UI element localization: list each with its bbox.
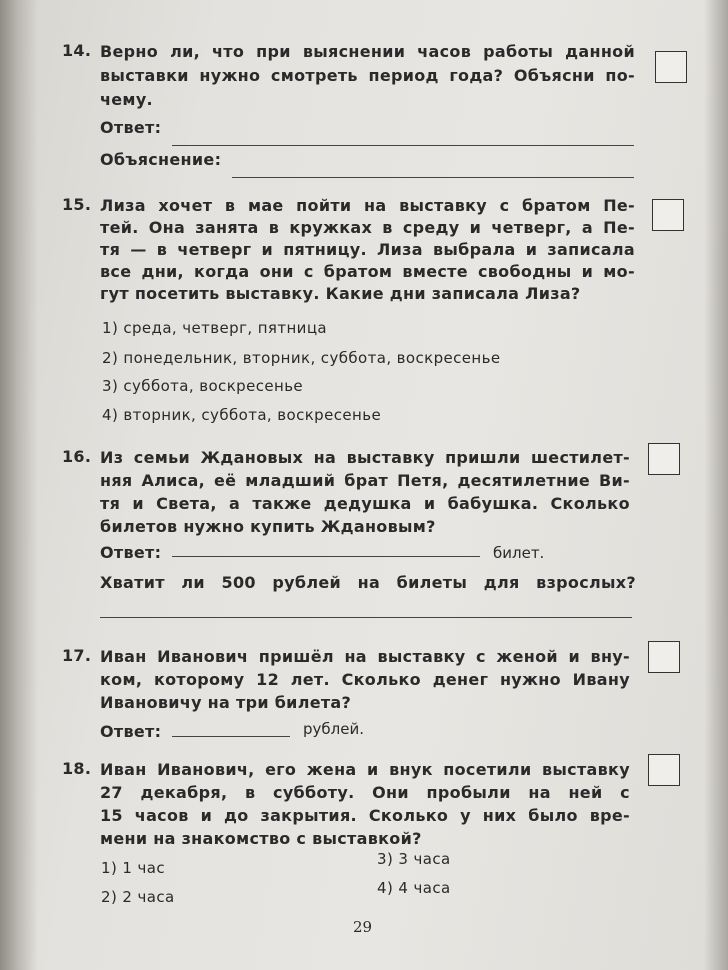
answer-label: Ответ:: [100, 118, 162, 137]
word: и: [469, 218, 482, 237]
word: тя: [100, 240, 121, 259]
word: них: [482, 806, 517, 825]
word: выставку: [541, 760, 630, 779]
question-number: 16.: [62, 447, 92, 466]
word: Лиза: [377, 240, 423, 259]
word: а: [229, 494, 241, 513]
word: вре-: [589, 806, 630, 825]
word: мо-: [603, 262, 635, 281]
word: Сколько: [550, 494, 630, 513]
word: работы: [483, 42, 554, 61]
word: которому: [153, 670, 245, 689]
word: года?: [449, 66, 504, 85]
word: с: [476, 647, 486, 666]
word: ли,: [170, 42, 200, 61]
question-text-line: мени на знакомство с выставкой?: [100, 829, 422, 848]
answer-label: Ответ:: [100, 543, 162, 562]
question-text-line: билетов нужно купить Ждановым?: [100, 517, 436, 536]
word: также: [252, 494, 312, 513]
word: младший: [245, 471, 336, 490]
word: Верно: [100, 42, 159, 61]
word: денег: [432, 670, 489, 689]
question-14: [62, 41, 642, 110]
option-1[interactable]: 1) 1 час: [101, 859, 165, 877]
word: 27: [100, 783, 123, 802]
question-text-line: [100, 572, 636, 593]
question-text-line: [100, 669, 630, 690]
word: Ви-: [598, 471, 630, 490]
option-3[interactable]: 3) суббота, воскресенье: [102, 377, 304, 395]
word: выставку: [399, 196, 488, 215]
question-18: [62, 759, 642, 849]
word: пятницу.: [283, 240, 367, 259]
word: Пе-: [603, 196, 635, 215]
question-text-line: [100, 493, 630, 514]
word: Пе-: [603, 218, 635, 237]
question-17: [62, 646, 642, 713]
word: на: [528, 783, 551, 802]
word: вну-: [590, 647, 630, 666]
page-number: 29: [353, 918, 373, 936]
question-text-line: [100, 646, 630, 667]
word: Сколько: [341, 670, 421, 689]
question-text-line: гут посетить выставку. Какие дни записала Лиза?: [100, 284, 581, 303]
word: и: [525, 240, 538, 259]
option-3[interactable]: 3) 3 часа: [377, 850, 451, 868]
option-4[interactable]: 4) 4 часа: [377, 879, 451, 897]
word: часов: [134, 806, 189, 825]
answer-line[interactable]: [172, 736, 290, 737]
word: Петя,: [397, 471, 449, 490]
word: хочет: [158, 196, 213, 215]
question-text-line: [100, 65, 635, 86]
question-text-line: [100, 782, 630, 803]
word: все: [100, 262, 132, 281]
word: на: [364, 196, 387, 215]
word: у: [460, 806, 471, 825]
word: Ивану: [572, 670, 630, 689]
word: субботу.: [273, 783, 355, 802]
word: дни,: [141, 262, 184, 281]
word: четверг,: [491, 218, 572, 237]
word: Из: [100, 448, 124, 467]
word: Иванович: [157, 647, 249, 666]
word: и: [581, 262, 594, 281]
word: свободны: [477, 262, 572, 281]
word: на: [313, 448, 337, 467]
word: пришли: [445, 448, 521, 467]
word: тя: [100, 494, 121, 513]
word: выставку: [377, 647, 466, 666]
word: 500: [221, 573, 256, 592]
question-number: 17.: [62, 646, 92, 665]
word: его: [265, 760, 297, 779]
word: в: [244, 783, 256, 802]
word: до: [224, 806, 249, 825]
word: выставку: [346, 448, 435, 467]
word: данной: [565, 42, 635, 61]
word: вместе: [402, 262, 468, 281]
word: брат: [344, 471, 389, 490]
word: Она: [148, 218, 186, 237]
word: шестилет-: [531, 448, 630, 467]
word: с: [620, 783, 630, 802]
answer-box[interactable]: [648, 443, 680, 475]
question-text-line: Ивановичу на три билета?: [100, 693, 352, 712]
word: период: [368, 66, 439, 85]
question-text-line: [100, 261, 635, 282]
word: Ждановых: [200, 448, 304, 467]
answer-line[interactable]: [172, 556, 480, 557]
word: по-: [605, 66, 635, 85]
word: а: [581, 218, 593, 237]
edge-shadow: [704, 0, 728, 970]
word: женой: [496, 647, 558, 666]
word: посетили: [443, 760, 532, 779]
answer-unit: рублей.: [303, 720, 364, 738]
question-text-line: [100, 217, 635, 238]
word: няя: [100, 471, 133, 490]
word: Лиза: [100, 196, 146, 215]
word: пришёл: [258, 647, 334, 666]
word: в: [156, 240, 168, 259]
word: при: [256, 42, 291, 61]
word: декабря,: [140, 783, 228, 802]
word: и: [423, 494, 436, 513]
word: занята: [195, 218, 259, 237]
word: рублей: [272, 573, 342, 592]
word: жена: [306, 760, 357, 779]
answer-unit: билет.: [493, 544, 545, 562]
word: пойти: [296, 196, 352, 215]
word: внук: [389, 760, 433, 779]
word: ней: [568, 783, 603, 802]
word: Иванович,: [157, 760, 255, 779]
word: ком,: [100, 670, 143, 689]
word: лет.: [290, 670, 330, 689]
word: в: [268, 218, 280, 237]
word: на: [344, 647, 367, 666]
explanation-line[interactable]: [232, 177, 634, 178]
answer-line[interactable]: [172, 145, 634, 146]
word: на: [357, 573, 381, 592]
question-number: 18.: [62, 759, 92, 778]
question-number: 15.: [62, 195, 92, 214]
word: для: [483, 573, 520, 592]
word: взрослых?: [536, 573, 636, 592]
answer-label: Ответ:: [100, 722, 162, 741]
word: —: [130, 240, 147, 259]
word: Они: [372, 783, 409, 802]
word: среду: [402, 218, 460, 237]
answer-box[interactable]: [655, 51, 687, 83]
word: пробыли: [426, 783, 511, 802]
question-text-line: [100, 470, 630, 491]
question-text-line: чему.: [100, 90, 153, 109]
word: четверг: [177, 240, 252, 259]
word: братом: [323, 262, 393, 281]
question-16: [62, 447, 642, 537]
word: семьи: [133, 448, 191, 467]
word: билеты: [396, 573, 468, 592]
word: и: [132, 494, 144, 513]
word: нужно: [499, 670, 561, 689]
explanation-label: Объяснение:: [100, 150, 222, 169]
word: её: [213, 471, 237, 490]
word: братом: [522, 196, 591, 215]
word: десятилетние: [457, 471, 591, 490]
word: Объясни: [513, 66, 595, 85]
question-text-line: [100, 447, 630, 468]
word: Иван: [100, 647, 147, 666]
word: с: [499, 196, 510, 215]
option-2[interactable]: 2) понедельник, вторник, суббота, воскресенье: [102, 349, 501, 367]
word: в: [382, 218, 393, 237]
word: Света,: [156, 494, 217, 513]
question-text-line: [100, 239, 635, 260]
answer-box[interactable]: [652, 199, 684, 231]
word: записала: [547, 240, 635, 259]
word: тей.: [100, 218, 139, 237]
question-text-line: [100, 41, 635, 62]
question-text-line: [100, 195, 635, 216]
word: когда: [194, 262, 250, 281]
word: Иван: [100, 760, 147, 779]
word: Алиса,: [141, 471, 205, 490]
question-15: [62, 195, 642, 304]
word: мае: [247, 196, 284, 215]
question-number: 14.: [62, 41, 92, 60]
word: они: [259, 262, 294, 281]
question-text-line: [100, 805, 630, 826]
option-4[interactable]: 4) вторник, суббота, воскресенье: [102, 406, 382, 424]
word: нужно: [199, 66, 261, 85]
word: выяснении: [302, 42, 406, 61]
word: было: [528, 806, 578, 825]
word: и: [261, 240, 274, 259]
word: часов: [417, 42, 472, 61]
word: дедушка: [323, 494, 412, 513]
option-2[interactable]: 2) 2 часа: [101, 888, 175, 906]
word: Сколько: [368, 806, 449, 825]
word: кружках: [289, 218, 373, 237]
word: в: [224, 196, 236, 215]
word: 12: [256, 670, 280, 689]
word: закрытия.: [260, 806, 357, 825]
option-1[interactable]: 1) среда, четверг, пятница: [102, 319, 328, 337]
word: и: [367, 760, 379, 779]
word: с: [303, 262, 314, 281]
word: бабушка.: [447, 494, 539, 513]
word: и: [568, 647, 580, 666]
answer-box[interactable]: [648, 641, 680, 673]
question-text-line: [100, 759, 630, 780]
word: 15: [100, 806, 123, 825]
word: что: [212, 42, 245, 61]
word: ли: [181, 573, 205, 592]
binding-shadow: [0, 0, 38, 970]
word: смотреть: [270, 66, 358, 85]
word: выбрала: [432, 240, 516, 259]
word: Хватит: [100, 573, 165, 592]
word: и: [200, 806, 213, 825]
word: выставки: [100, 66, 189, 85]
answer-line[interactable]: [100, 617, 632, 618]
answer-box[interactable]: [648, 754, 680, 786]
